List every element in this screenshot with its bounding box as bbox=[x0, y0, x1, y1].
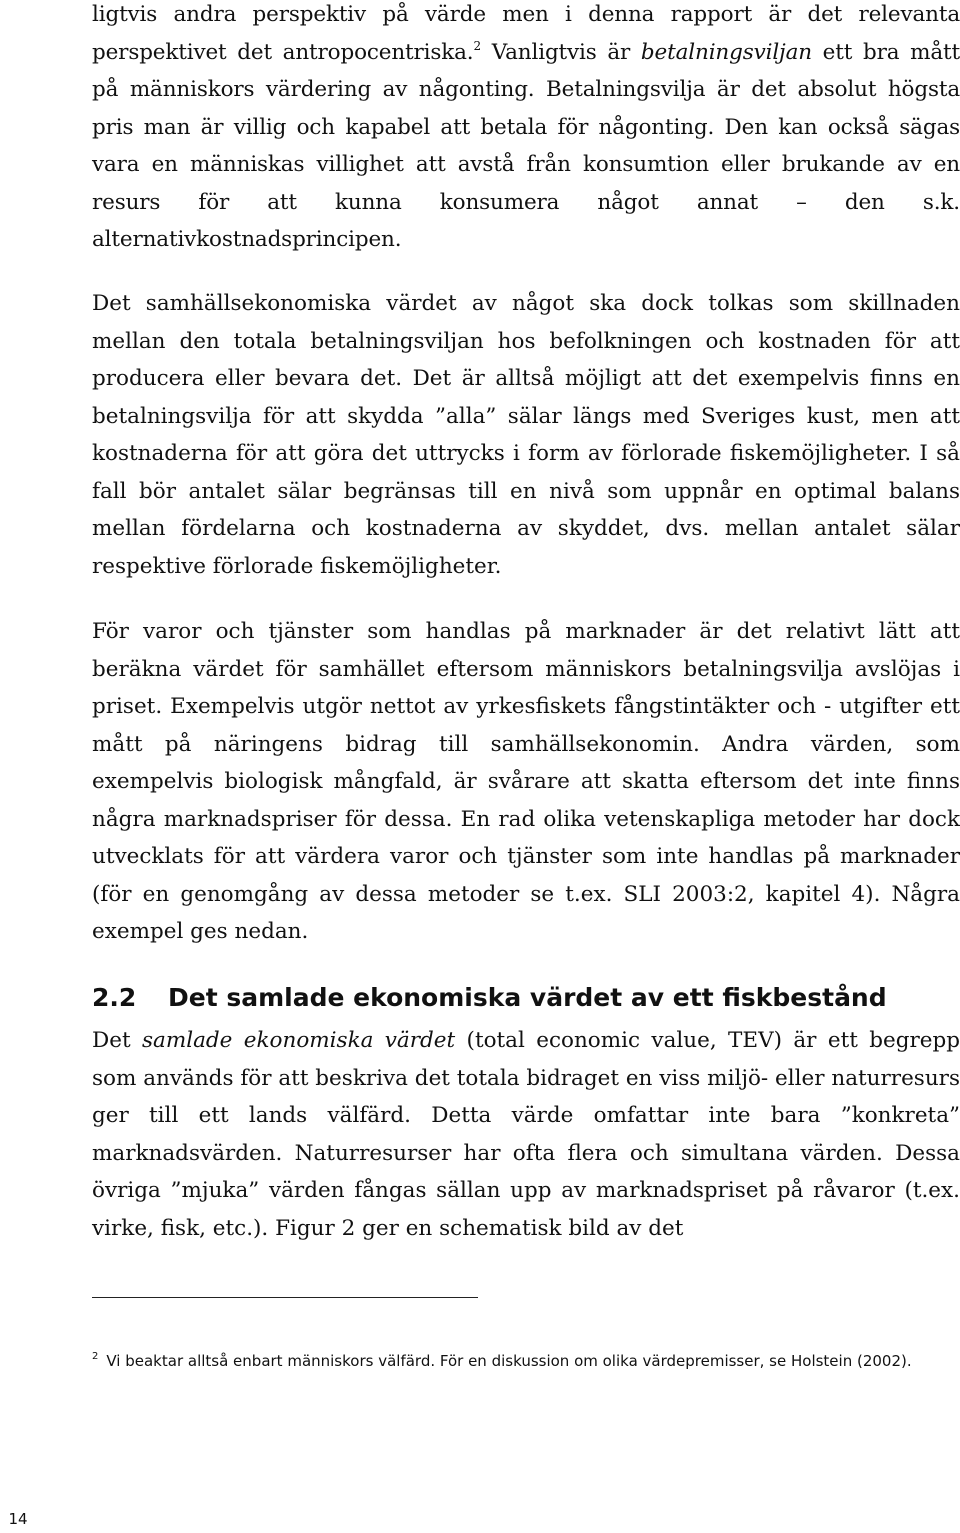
section-heading bbox=[92, 978, 960, 1018]
footnote-text: Vi beaktar alltså enbart människors välfärd. För en diskussion om olika värdepremisser, se Holstein (2002). bbox=[106, 1352, 912, 1370]
italic-term: betalningsviljan bbox=[640, 39, 812, 65]
footnote bbox=[92, 1349, 960, 1373]
paragraph-total-economic-value bbox=[92, 1022, 960, 1247]
section-title: Det samlade ekonomiska värdet av ett fiskbestånd bbox=[168, 983, 887, 1012]
italic-term: samlade ekonomiska värdet bbox=[141, 1028, 456, 1053]
footnote-mark: 2 bbox=[92, 1351, 99, 1362]
paragraph-text: ligtvis andra perspektiv på värde men i denna rapport är det relevanta perspektivet det antropocentriska. bbox=[92, 2, 960, 65]
page-number: 14 bbox=[8, 1510, 28, 1528]
footnote-separator bbox=[92, 1297, 478, 1298]
paragraph-text: (total economic value, TEV) är ett begrepp som används för att beskriva det totala bidraget en viss miljö- eller naturresurs ger till ett lands välfärd. Detta värde omfattar inte bara ”konkreta” marknadsvärden. Naturresurser har ofta flera och simultana värden. Dessa övriga ”mjuka” värden fångas sällan upp av marknadspriset på råvaror (t.ex. virke, fisk, etc.). Figur 2 ger en schematisk bild av det bbox=[92, 1028, 960, 1241]
section-heading-container bbox=[92, 978, 960, 1018]
paragraph-market-goods: För varor och tjänster som handlas på marknader är det relativt lätt att beräkna värdet för samhället eftersom människors betalningsvilja avslöjas i priset. Exempelvis utgör nettot av yrkesfiskets fångstintäkter och - utgifter ett mått på näringens bidrag till samhällsekonomin. Andra värden, som exempelvis biologisk mångfald, är svårare att skatta eftersom det inte finns några marknadspriser för dessa. En rad olika vetenskapliga metoder har dock utvecklats för att värdera varor och tjänster som inte handlas på marknader (för en genomgång av dessa metoder se t.ex. SLI 2003:2, kapitel 4). Några exempel ges nedan. bbox=[92, 619, 960, 944]
paragraph-text: ett bra mått på människors värdering av någonting. Betalningsvilja är det absolut högsta pris man är villig och kapabel att betala för någonting. Den kan också sägas vara en människas villighet att avstå från konsumtion eller brukande av en resurs för att kunna konsumera något annat – den s.k. alternativkostnadsprincipen. bbox=[92, 39, 960, 252]
paragraph-willingness-to-pay bbox=[92, 0, 960, 259]
footnote-reference[interactable]: 2 bbox=[473, 38, 481, 53]
paragraph-socioeconomic-value: Det samhällsekonomiska värdet av något ska dock tolkas som skillnaden mellan den totala betalningsviljan hos befolkningen och kostnaden för att producera eller bevara det. Det är alltså möjligt att det exempelvis finns en betalningsvilja för att skydda ”alla” sälar längs med Sveriges kust, men att kostnaderna för att göra det uttrycks i form av förlorade fiskemöjligheter. I så fall bör antalet sälar begränsas till en nivå som uppnår en optimal balans mellan fördelarna och kostnaderna av skyddet, dvs. mellan antalet sälar respektive förlorade fiskemöjligheter. bbox=[92, 291, 960, 579]
section-number: 2.2 bbox=[92, 983, 137, 1012]
paragraph-text: Vanligtvis är bbox=[480, 39, 641, 65]
paragraph-text: Det bbox=[92, 1028, 142, 1053]
